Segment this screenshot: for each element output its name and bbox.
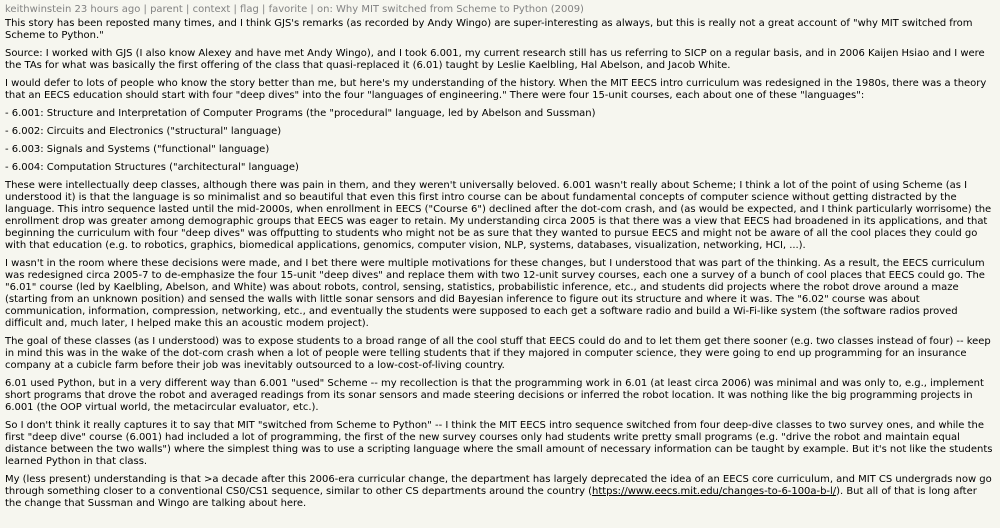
comment-header	[5, 3, 995, 16]
list-item: - 6.002: Circuits and Electronics ("structural" language)	[5, 126, 282, 137]
paragraph: I would defer to lots of people who know the story better than me, but here's my understanding of the history. When the MIT EECS intro curriculum was redesigned in the 1980s, there was a theory that an EECS education should start with four "deep dives" into the four "languages of engineering." There were four 15-unit courses, each about one of these "languages":	[5, 78, 987, 101]
separator: |	[143, 4, 151, 15]
list-item: - 6.001: Structure and Interpretation of Computer Programs (the "procedural" language, led by Abelson and Sussman)	[5, 108, 596, 119]
list-item: - 6.003: Signals and Systems ("functional" language)	[5, 144, 270, 155]
paragraph: The goal of these classes (as I understood) was to expose students to a broad range of all the cool stuff that EECS could do and to let them get there sooner (e.g. two classes instead of four) -- keep in mind this was in the wake of the dot-com crash when a lot of people were telling students that if they majored in computer science, they were going to end up programming for an insurance company at a cubicle farm before their job was inevitably outsourced to a low-cost-of-living country.	[5, 336, 991, 371]
paragraph: This story has been reposted many times, and I think GJS's remarks (as recorded by Andy Wingo) are super-interesting as always, but this is really not a great account of "why MIT switched from Scheme to Python."	[5, 18, 973, 41]
age-link[interactable]: 23 hours ago	[74, 4, 141, 15]
favorite-link[interactable]: favorite	[268, 4, 308, 15]
paragraph-text: My (less present) understanding is that >a decade after this 2006-era curricular change, the department has largely deprecated the idea of an EECS core curriculum, and MIT CS undergrads now go through something closer to a conventional CS0/CS1 sequence, similar to other CS departments around the country (	[5, 474, 992, 497]
comment-text	[5, 18, 995, 510]
author-link[interactable]: keithwinstein	[5, 4, 72, 15]
paragraph: These were intellectually deep classes, although there was pain in them, and they weren't universally beloved. 6.001 wasn't really about Scheme; I think a lot of the point of using Scheme (as I understood it) is that the language is so minimalist and so beautiful that even this first intro course can be about fundamental concepts of computer science without getting distracted by the language. This intro sequence lasted until the mid-2000s, when enrollment in EECS ("Course 6") declined after the dot-com crash, and (as would be expected, and I think particularly worrisome) the enrollment drop was greater among demographic groups that EECS was eager to retain. My understanding circa 2005 is that there was a view that EECS had broadened in its applications, and that beginning the curriculum with four "deep dives" was offputting to students who might not be as sure that they wanted to pursue EECS and might not be aware of all the cool places they could go with that education (e.g. to robotics, graphics, biomedical applications, genomics, computer vision, NLP, systems, databases, visualization, networking, HCI, ...).	[5, 180, 992, 251]
list-item: - 6.004: Computation Structures ("architectural" language)	[5, 162, 299, 173]
paragraph-last	[5, 474, 995, 510]
separator: |	[233, 4, 241, 15]
eecs-link[interactable]: https://www.eecs.mit.edu/changes-to-6-100a-b-l/	[592, 486, 837, 497]
flag-link[interactable]: flag	[240, 4, 259, 15]
separator: |	[310, 4, 317, 15]
paragraph: 6.01 used Python, but in a very different way than 6.001 "used" Scheme -- my recollection is that the programming work in 6.01 (at least circa 2006) was minimal and was only to, e.g., implement short programs that drove the robot and averaged readings from its sonar sensors and made steering decisions or inferred the robot location. It was nothing like the big programming projects in 6.001 (the OOP virtual world, the metacircular evaluator, etc.).	[5, 378, 984, 413]
parent-link[interactable]: parent	[150, 4, 183, 15]
on-label: on:	[316, 4, 336, 15]
context-link[interactable]: context	[192, 4, 231, 15]
separator: |	[186, 4, 193, 15]
separator: |	[262, 4, 269, 15]
paragraph: I wasn't in the room where these decisions were made, and I bet there were multiple motivations for these changes, but I understood that was part of the thinking. As a result, the EECS curriculum was redesigned circa 2005-7 to de-emphasize the four 15-unit "deep dives" and replace them with two 12-unit survey courses, each one a survey of a bunch of cool places that EECS could go. The "6.01" course (led by Kaelbling, Abelson, and White) was about robots, control, sensing, statistics, probabilistic inference, etc., and students did projects where the robot drove around a maze (starting from an unknown position) and sensed the walls with little sonar sensors and did Bayesian inference to figure out its structure and where it was. The "6.02" course was about communication, information, compression, networking, etc., and eventually the students were supposed to each get a software radio and build a Wi-Fi-like system (the software radios proved difficult and, much later, I helped make this an acoustic modem project).	[5, 258, 985, 329]
paragraph: So I don't think it really captures it to say that MIT "switched from Scheme to Python" -- I think the MIT EECS intro sequence switched from four deep-dive classes to two survey ones, and while the first "deep dive" course (6.001) had included a lot of programming, the first of the new survey courses only had students write pretty small programs (e.g. "drive the robot and maintain equal distance between the two walls") where the simplest thing was to use a scripting language where the small amount of necessary information can be taught by example. But it's not like the students learned Python in that class.	[5, 420, 993, 467]
paragraph-text: ). But all of that is long after the change that Sussman and Wingo are talking about here.	[5, 486, 977, 509]
story-title-link[interactable]: Why MIT switched from Scheme to Python (2009)	[336, 4, 584, 15]
paragraph: Source: I worked with GJS (I also know Alexey and have met Andy Wingo), and I took 6.001, my current research still has us referring to SICP on a regular basis, and in 2006 Kaijen Hsiao and I were the TAs for what was basically the first offering of the class that quasi-replaced it (6.01) taught by Leslie Kaelbling, Hal Abelson, and Jacob White.	[5, 48, 985, 71]
